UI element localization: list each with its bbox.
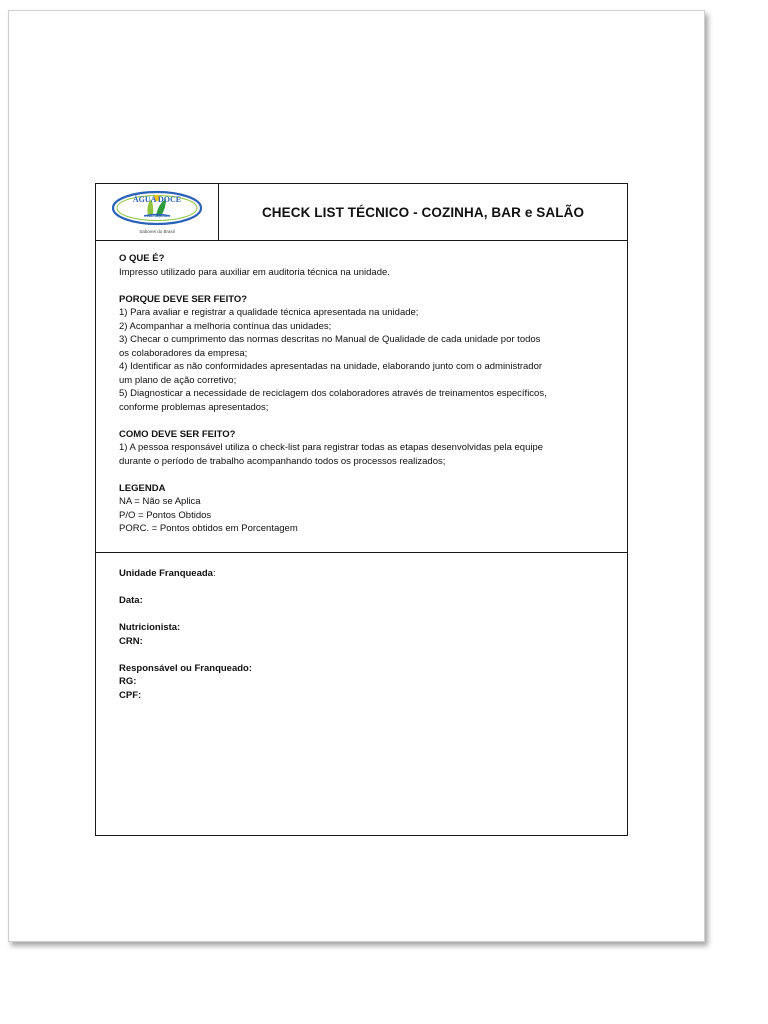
logo-tagline: Sabores do Brasil — [139, 229, 175, 234]
field-label: Nutricionista: — [119, 622, 181, 633]
field-gap — [119, 581, 627, 595]
document-page — [8, 10, 705, 942]
section-gap — [119, 468, 627, 482]
section-text-line: Impresso utilizado para auxiliar em auditoria técnica na unidade. — [119, 266, 390, 278]
section-text-line: os colaboradores da empresa; — [119, 347, 248, 359]
section-text-line: durante o período de trabalho acompanhando todos os processos realizados; — [119, 455, 446, 467]
form-field — [119, 635, 627, 649]
document-title: CHECK LIST TÉCNICO - COZINHA, BAR e SALÃO — [261, 204, 585, 220]
section-gap — [119, 279, 627, 293]
title-cell — [219, 184, 627, 240]
logo-sub-text: cachaçaria — [146, 213, 168, 218]
field-label: CRN: — [119, 635, 143, 647]
section-text-line: PORC. = Pontos obtidos em Porcentagem — [119, 523, 298, 534]
section-heading: O QUE É? — [119, 253, 165, 264]
section-text-line: 1) A pessoa responsável utiliza o check-list para registrar todas as etapas desenvolvidas pela equipe — [119, 442, 544, 453]
form-field — [119, 621, 627, 635]
field-label: CPF: — [119, 689, 142, 701]
section-text-line: 3) Checar o cumprimento das normas descritas no Manual de Qualidade de cada unidade por todos — [119, 334, 541, 345]
section-heading: COMO DEVE SER FEITO? — [119, 428, 236, 440]
section-text-line: um plano de ação corretivo; — [119, 374, 237, 386]
form-field — [119, 594, 627, 608]
field-gap — [119, 648, 627, 662]
logo-brand-text: ÁGUA DOCE — [132, 195, 182, 204]
field-label: Data: — [119, 595, 143, 606]
identification-fields — [96, 553, 627, 835]
form-field — [119, 689, 627, 703]
form-field — [119, 675, 627, 689]
section-text-line: 2) Acompanhar a melhoria contínua das unidades; — [119, 320, 332, 332]
section-heading: PORQUE DEVE SER FEITO? — [119, 293, 248, 305]
form-field — [119, 567, 627, 581]
field-label: Responsável ou Franqueado: — [119, 662, 253, 674]
section-text-line: 1) Para avaliar e registrar a qualidade técnica apresentada na unidade; — [119, 307, 419, 318]
section-text-line: 5) Diagnosticar a necessidade de reciclagem dos colaboradores através de treinamentos específicos, — [119, 388, 547, 399]
section-gap — [119, 414, 627, 428]
section-text-line: conforme problemas apresentados; — [119, 401, 269, 413]
section-heading: LEGENDA — [119, 482, 166, 494]
form-field — [119, 662, 627, 676]
field-label-suffix: : — [212, 568, 216, 579]
field-label: Unidade Franqueada — [119, 568, 213, 579]
agua-doce-logo — [96, 184, 218, 240]
field-gap — [119, 608, 627, 622]
field-label: RG: — [119, 676, 137, 687]
checklist-form — [95, 183, 628, 836]
section-text-line: P/O = Pontos Obtidos — [119, 509, 212, 521]
logo-cell — [96, 184, 219, 240]
section-text-line: NA = Não se Aplica — [119, 496, 201, 507]
info-section — [96, 241, 627, 553]
section-text-line: 4) Identificar as não conformidades apresentadas na unidade, elaborando junto com o administrador — [119, 361, 543, 372]
header-row — [96, 184, 627, 241]
